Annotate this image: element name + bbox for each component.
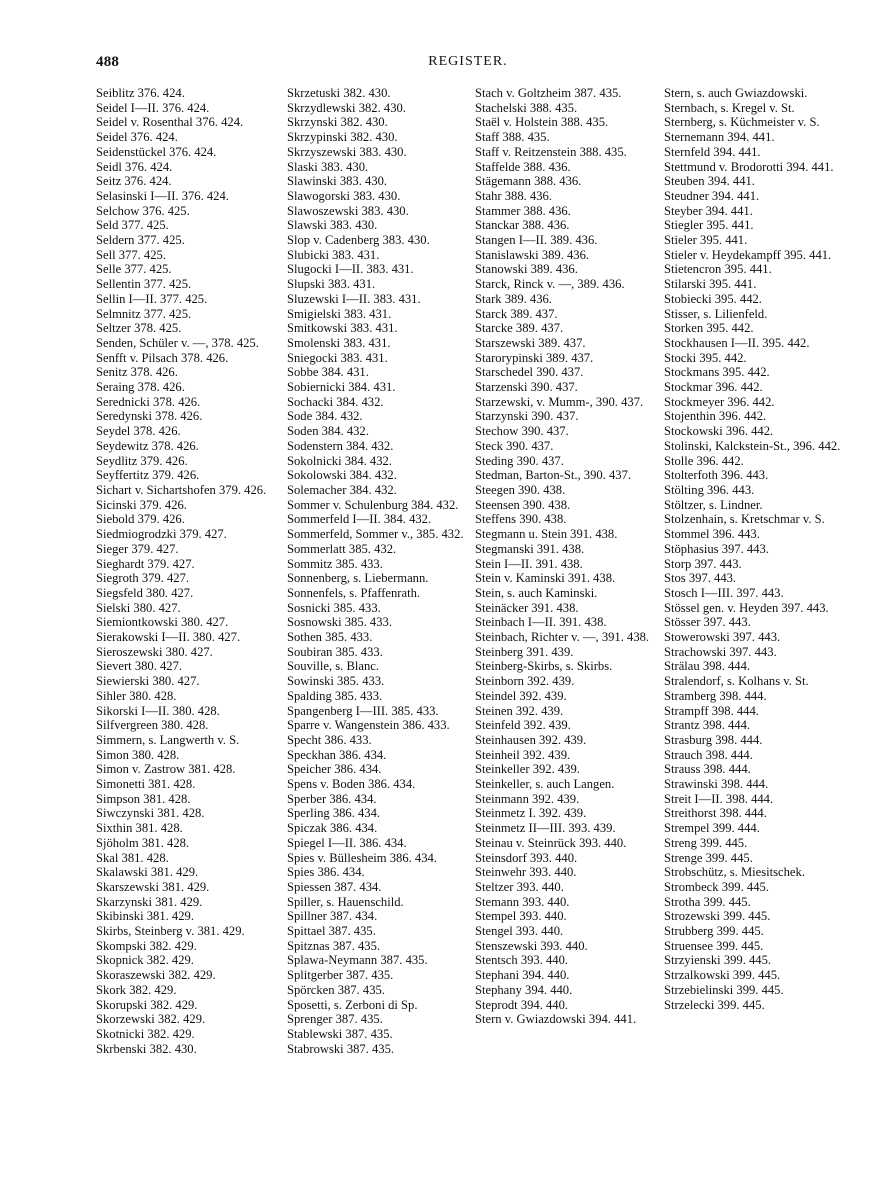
register-entry: Spiczak 386. 434.: [287, 821, 378, 836]
register-entry: Staffelde 388. 436.: [475, 159, 571, 174]
register-entry: Stanislawski 389. 436.: [475, 247, 590, 262]
register-entry: Seydewitz 378. 426.: [96, 438, 199, 453]
register-entry: Spies 386. 434.: [287, 865, 365, 880]
register-entry: Seraing 378. 426.: [96, 380, 185, 395]
register-entry: Simpson 381. 428.: [96, 791, 191, 806]
register-entry: Smolenski 383. 431.: [287, 335, 391, 350]
register-entry: Struensee 399. 445.: [664, 938, 764, 953]
register-entry: Steudner 394. 441.: [664, 188, 760, 203]
register-entry: Skarzynski 381. 429.: [96, 894, 203, 909]
register-entry: Stiegler 395. 441.: [664, 218, 754, 233]
register-entry: Stern, s. auch Gwiazdowski.: [664, 86, 808, 100]
register-entry: Strantz 398. 444.: [664, 718, 751, 733]
register-entry: Seidenstückel 376. 424.: [96, 144, 217, 159]
register-entry: Stempel 393. 440.: [475, 909, 567, 924]
register-entry: Sobiernicki 384. 431.: [287, 380, 396, 395]
register-entry: Sprenger 387. 435.: [287, 1012, 383, 1027]
register-entry: Strzelecki 399. 445.: [664, 997, 765, 1012]
register-entry: Sjöholm 381. 428.: [96, 835, 190, 850]
register-entry: Selchow 376. 425.: [96, 203, 190, 218]
register-entry: Slawoszewski 383. 430.: [287, 203, 409, 218]
register-entry: Seldern 377. 425.: [96, 233, 185, 248]
register-entry: Skoraszewski 382. 429.: [96, 968, 216, 983]
register-entry: Stockmans 395. 442.: [664, 365, 770, 380]
register-entry: Staff 388. 435.: [475, 130, 550, 145]
register-entry: Steinau v. Steinrück 393. 440.: [475, 835, 627, 850]
register-entry: Sothen 385. 433.: [287, 630, 373, 645]
register-entry: Sell 377. 425.: [96, 247, 166, 262]
register-entry: Stein v. Kaminski 391. 438.: [475, 571, 616, 586]
register-entry: Sosnicki 385. 433.: [287, 600, 381, 615]
register-entry: Stechow 390. 437.: [475, 424, 569, 439]
register-entry: Stilarski 395. 441.: [664, 277, 757, 292]
register-entry: Strawinski 398. 444.: [664, 777, 769, 792]
register-entry: Stojenthin 396. 442.: [664, 409, 767, 424]
register-entry: Stegmanski 391. 438.: [475, 541, 585, 556]
register-entry: Stietencron 395. 441.: [664, 262, 772, 277]
register-column-3: [475, 86, 657, 1027]
register-entry: Sellentin 377. 425.: [96, 277, 192, 292]
register-entry: Spörcken 387. 435.: [287, 982, 385, 997]
register-entry: Strobschütz, s. Miesitschek.: [664, 865, 805, 880]
register-entry: Senfft v. Pilsach 378. 426.: [96, 350, 229, 365]
register-entry: Souville, s. Blanc.: [287, 659, 379, 674]
register-entry: Stephani 394. 440.: [475, 968, 570, 983]
register-entry: Steinmetz I. 392. 439.: [475, 806, 587, 821]
register-entry: Strotha 399. 445.: [664, 894, 751, 909]
register-entry: Senden, Schüler v. —, 378. 425.: [96, 335, 259, 350]
register-entry: Streithorst 398. 444.: [664, 806, 767, 821]
register-entry: Silfvergreen 380. 428.: [96, 718, 209, 733]
register-entry: Stommel 396. 443.: [664, 527, 760, 542]
register-entry: Stos 397. 443.: [664, 571, 737, 586]
register-entry: Seidl 376. 424.: [96, 159, 173, 174]
register-entry: Stengel 393. 440.: [475, 924, 564, 939]
register-entry: Steinhausen 392. 439.: [475, 732, 587, 747]
register-entry: Sikorski I—II. 380. 428.: [96, 703, 220, 718]
register-entry: Stöphasius 397. 443.: [664, 541, 769, 556]
register-entry: Spangenberg I—III. 385. 433.: [287, 703, 439, 718]
register-entry: Stanckar 388. 436.: [475, 218, 570, 233]
register-entry: Stölting 396. 443.: [664, 482, 755, 497]
register-entry: Steinheil 392. 439.: [475, 747, 571, 762]
register-entry: Stowerowski 397. 443.: [664, 630, 781, 645]
register-entry: Skopnick 382. 429.: [96, 953, 194, 968]
register-entry: Sobbe 384. 431.: [287, 365, 369, 380]
register-entry: Stieler 395. 441.: [664, 233, 748, 248]
register-entry: Smigielski 383. 431.: [287, 306, 392, 321]
register-entry: Strenge 399. 445.: [664, 850, 753, 865]
register-entry: Stegmann u. Stein 391. 438.: [475, 527, 618, 542]
register-entry: Steltzer 393. 440.: [475, 879, 564, 894]
register-entry: Steindel 392. 439.: [475, 688, 567, 703]
register-entry: Simonetti 381. 428.: [96, 777, 196, 792]
register-entry: Sode 384. 432.: [287, 409, 363, 424]
register-entry: Stolzenhain, s. Kretschmar v. S.: [664, 512, 825, 527]
register-entry: Sommerlatt 385. 432.: [287, 541, 397, 556]
register-entry: Steinborn 392. 439.: [475, 674, 575, 689]
register-entry: Stobiecki 395. 442.: [664, 291, 762, 306]
register-entry: Sokolowski 384. 432.: [287, 468, 397, 483]
register-entry: Strälau 398. 444.: [664, 659, 751, 674]
register-entry: Stössel gen. v. Heyden 397. 443.: [664, 600, 829, 615]
register-entry: Sodenstern 384. 432.: [287, 438, 394, 453]
register-entry: Stein I—II. 391. 438.: [475, 556, 583, 571]
register-entry: Siegsfeld 380. 427.: [96, 585, 194, 600]
register-entry: Stach v. Goltzheim 387. 435.: [475, 86, 622, 100]
register-entry: Steinwehr 393. 440.: [475, 865, 577, 880]
register-entry: Sommer v. Schulenburg 384. 432.: [287, 497, 459, 512]
register-entry: Sievert 380. 427.: [96, 659, 183, 674]
register-entry: Skrzetuski 382. 430.: [287, 86, 391, 100]
register-entry: Skarszewski 381. 429.: [96, 879, 210, 894]
register-entry: Seltzer 378. 425.: [96, 321, 182, 336]
register-entry: Skompski 382. 429.: [96, 938, 197, 953]
register-entry: Splitgerber 387. 435.: [287, 968, 394, 983]
register-entry: Slugocki I—II. 383. 431.: [287, 262, 414, 277]
register-entry: Stosch I—III. 397. 443.: [664, 585, 784, 600]
register-columns: [96, 86, 846, 1136]
register-entry: Seidel 376. 424.: [96, 130, 178, 145]
register-entry: Sieger 379. 427.: [96, 541, 179, 556]
register-entry: Stockmeyer 396. 442.: [664, 394, 775, 409]
register-entry: Stangen I—II. 389. 436.: [475, 233, 598, 248]
register-entry: Starzenski 390. 437.: [475, 380, 578, 395]
register-entry: Sixthin 381. 428.: [96, 821, 183, 836]
register-entry: Stockowski 396. 442.: [664, 424, 774, 439]
register-entry: Selasinski I—II. 376. 424.: [96, 188, 229, 203]
register-entry: Sperber 386. 434.: [287, 791, 377, 806]
register-entry: Storp 397. 443.: [664, 556, 742, 571]
register-entry: Starzewski, v. Mumm-, 390. 437.: [475, 394, 644, 409]
register-entry: Stammer 388. 436.: [475, 203, 571, 218]
register-entry: Starck, Rinck v. —, 389. 436.: [475, 277, 625, 292]
register-entry: Siebold 379. 426.: [96, 512, 185, 527]
register-entry: Stolterfoth 396. 443.: [664, 468, 769, 483]
register-entry: Steyber 394. 441.: [664, 203, 753, 218]
register-entry: Spiessen 387. 434.: [287, 879, 382, 894]
register-entry: Simon v. Zastrow 381. 428.: [96, 762, 236, 777]
register-entry: Spillner 387. 434.: [287, 909, 378, 924]
register-entry: Sluzewski I—II. 383. 431.: [287, 291, 421, 306]
register-entry: Stisser, s. Lilienfeld.: [664, 306, 768, 321]
register-entry: Strombeck 399. 445.: [664, 879, 769, 894]
register-entry: Skibinski 381. 429.: [96, 909, 194, 924]
register-entry: Slawski 383. 430.: [287, 218, 378, 233]
register-entry: Strzebielinski 399. 445.: [664, 982, 784, 997]
register-entry: Spies v. Büllesheim 386. 434.: [287, 850, 437, 865]
register-entry: Starszewski 389. 437.: [475, 335, 586, 350]
register-entry: Stöltzer, s. Lindner.: [664, 497, 763, 512]
register-entry: Skirbs, Steinberg v. 381. 429.: [96, 924, 245, 939]
register-entry: Seidel I—II. 376. 424.: [96, 100, 210, 115]
register-entry: Skrbenski 382. 430.: [96, 1041, 197, 1056]
register-entry: Steinkeller 392. 439.: [475, 762, 580, 777]
register-entry: Spiegel I—II. 386. 434.: [287, 835, 407, 850]
register-entry: Steck 390. 437.: [475, 438, 554, 453]
register-entry: Steensen 390. 438.: [475, 497, 571, 512]
register-entry: Skorupski 382. 429.: [96, 997, 198, 1012]
register-entry: Skrzydlewski 382. 430.: [287, 100, 406, 115]
register-entry: Siegroth 379. 427.: [96, 571, 190, 586]
register-entry: Stahr 388. 436.: [475, 188, 552, 203]
register-entry: Sellin I—II. 377. 425.: [96, 291, 208, 306]
register-entry: Sommerfeld, Sommer v., 385. 432.: [287, 527, 464, 542]
register-entry: Spens v. Boden 386. 434.: [287, 777, 416, 792]
register-entry: Selle 377. 425.: [96, 262, 172, 277]
register-entry: Skal 381. 428.: [96, 850, 169, 865]
register-entry: Sternbach, s. Kregel v. St.: [664, 100, 795, 115]
register-entry: Steegen 390. 438.: [475, 482, 566, 497]
register-entry: Sielski 380. 427.: [96, 600, 181, 615]
register-entry: Sternberg, s. Küchmeister v. S.: [664, 115, 820, 130]
register-entry: Sosnowski 385. 433.: [287, 615, 392, 630]
register-entry: Steffens 390. 438.: [475, 512, 567, 527]
register-entry: Starcke 389. 437.: [475, 321, 564, 336]
register-entry: Skrzypinski 382. 430.: [287, 130, 398, 145]
register-entry: Sparre v. Wangenstein 386. 433.: [287, 718, 450, 733]
register-entry: Senitz 378. 426.: [96, 365, 178, 380]
register-column-1: [96, 86, 278, 1056]
register-entry: Splawa-Neymann 387. 435.: [287, 953, 428, 968]
register-entry: Sochacki 384. 432.: [287, 394, 384, 409]
register-entry: Steinkeller, s. auch Langen.: [475, 777, 615, 792]
register-entry: Steding 390. 437.: [475, 453, 564, 468]
register-entry: Slop v. Cadenberg 383. 430.: [287, 233, 430, 248]
register-entry: Stark 389. 436.: [475, 291, 552, 306]
register-entry: Streng 399. 445.: [664, 835, 748, 850]
register-entry: Speckhan 386. 434.: [287, 747, 387, 762]
register-entry: Storken 395. 442.: [664, 321, 754, 336]
register-entry: Seidel v. Rosenthal 376. 424.: [96, 115, 244, 130]
register-entry: Skrzyszewski 383. 430.: [287, 144, 407, 159]
register-entry: Strauch 398. 444.: [664, 747, 753, 762]
register-entry: Sposetti, s. Zerboni di Sp.: [287, 997, 418, 1012]
register-entry: Steuben 394. 441.: [664, 174, 755, 189]
register-entry: Sommitz 385. 433.: [287, 556, 383, 571]
register-entry: Slaski 383. 430.: [287, 159, 369, 174]
register-entry: Stemann 393. 440.: [475, 894, 570, 909]
register-entry: Stenszewski 393. 440.: [475, 938, 588, 953]
register-entry: Seydlitz 379. 426.: [96, 453, 188, 468]
register-entry: Strasburg 398. 444.: [664, 732, 763, 747]
register-entry: Spitznas 387. 435.: [287, 938, 381, 953]
register-entry: Sihler 380. 428.: [96, 688, 177, 703]
register-entry: Sommerfeld I—II. 384. 432.: [287, 512, 432, 527]
register-entry: Seld 377. 425.: [96, 218, 169, 233]
register-entry: Steinbach, Richter v. —, 391. 438.: [475, 630, 650, 645]
register-entry: Starorypinski 389. 437.: [475, 350, 594, 365]
register-entry: Steprodt 394. 440.: [475, 997, 569, 1012]
register-entry: Steinäcker 391. 438.: [475, 600, 579, 615]
register-entry: Stabrowski 387. 435.: [287, 1041, 395, 1056]
register-entry: Simmern, s. Langwerth v. S.: [96, 732, 240, 747]
register-entry: Seyffertitz 379. 426.: [96, 468, 200, 483]
register-entry: Simon 380. 428.: [96, 747, 180, 762]
register-entry: Specht 386. 433.: [287, 732, 372, 747]
register-entry: Strozewski 399. 445.: [664, 909, 771, 924]
register-entry: Starzynski 390. 437.: [475, 409, 579, 424]
register-entry: Spiller, s. Hauenschild.: [287, 894, 404, 909]
register-entry: Sonnenfels, s. Pfaffenrath.: [287, 585, 421, 600]
register-entry: Seiblitz 376. 424.: [96, 86, 185, 100]
register-entry: Steinbach I—II. 391. 438.: [475, 615, 607, 630]
register-entry: Sperling 386. 434.: [287, 806, 381, 821]
register-entry: Slupski 383. 431.: [287, 277, 376, 292]
register-entry: Stolinski, Kalckstein-St., 396. 442.: [664, 438, 841, 453]
register-entry: Steinfeld 392. 439.: [475, 718, 571, 733]
register-entry: Stockhausen I—II. 395. 442.: [664, 335, 810, 350]
running-head: REGISTER.: [428, 54, 508, 69]
register-entry: Stachelski 388. 435.: [475, 100, 578, 115]
register-entry: Stockmar 396. 442.: [664, 380, 763, 395]
register-entry: Seydel 378. 426.: [96, 424, 181, 439]
register-entry: Sichart v. Sichartshofen 379. 426.: [96, 482, 267, 497]
register-entry: Sokolnicki 384. 432.: [287, 453, 392, 468]
register-entry: Strachowski 397. 443.: [664, 644, 777, 659]
register-entry: Sniegocki 383. 431.: [287, 350, 388, 365]
register-entry: Serednicki 378. 426.: [96, 394, 201, 409]
register-entry: Skork 382. 429.: [96, 982, 177, 997]
register-entry: Staël v. Holstein 388. 435.: [475, 115, 609, 130]
register-entry: Stephany 394. 440.: [475, 982, 573, 997]
register-entry: Stolle 396. 442.: [664, 453, 744, 468]
register-entry: Slawinski 383. 430.: [287, 174, 388, 189]
register-entry: Solemacher 384. 432.: [287, 482, 397, 497]
register-entry: Seredynski 378. 426.: [96, 409, 203, 424]
register-entry: Sternfeld 394. 441.: [664, 144, 761, 159]
register-entry: Seitz 376. 424.: [96, 174, 172, 189]
register-entry: Sonnenberg, s. Liebermann.: [287, 571, 429, 586]
register-entry: Starck 389. 437.: [475, 306, 558, 321]
register-entry: Selmnitz 377. 425.: [96, 306, 192, 321]
register-entry: Stralendorf, s. Kolhans v. St.: [664, 674, 809, 689]
register-entry: Steinmetz II—III. 393. 439.: [475, 821, 616, 836]
register-entry: Sierakowski I—II. 380. 427.: [96, 630, 241, 645]
register-entry: Stägemann 388. 436.: [475, 174, 582, 189]
register-entry: Strzyienski 399. 445.: [664, 953, 772, 968]
register-column-2: [287, 86, 469, 1056]
register-entry: Stein, s. auch Kaminski.: [475, 585, 598, 600]
register-entry: Siwczynski 381. 428.: [96, 806, 205, 821]
register-entry: Steinsdorf 393. 440.: [475, 850, 578, 865]
register-entry: Skorzewski 382. 429.: [96, 1012, 206, 1027]
register-entry: Skalawski 381. 429.: [96, 865, 199, 880]
register-entry: Spalding 385. 433.: [287, 688, 383, 703]
register-entry: Strampff 398. 444.: [664, 703, 759, 718]
register-entry: Strauss 398. 444.: [664, 762, 751, 777]
register-column-4: [664, 86, 846, 1012]
register-entry: Streit I—II. 398. 444.: [664, 791, 774, 806]
register-entry: Skotnicki 382. 429.: [96, 1027, 195, 1041]
register-entry: Steinberg 391. 439.: [475, 644, 574, 659]
register-entry: Stanowski 389. 436.: [475, 262, 578, 277]
register-entry: Soden 384. 432.: [287, 424, 369, 439]
page-number: 488: [96, 54, 120, 70]
register-entry: Sternemann 394. 441.: [664, 130, 775, 145]
register-entry: Smitkowski 383. 431.: [287, 321, 398, 336]
register-entry: Soubiran 385. 433.: [287, 644, 383, 659]
register-entry: Stedman, Barton-St., 390. 437.: [475, 468, 632, 483]
register-entry: Siedmiogrodzki 379. 427.: [96, 527, 227, 542]
register-entry: Strubberg 399. 445.: [664, 924, 764, 939]
register-entry: Stablewski 387. 435.: [287, 1027, 393, 1041]
register-entry: Stern v. Gwiazdowski 394. 441.: [475, 1012, 637, 1027]
register-entry: Slubicki 383. 431.: [287, 247, 380, 262]
register-entry: Siemiontkowski 380. 427.: [96, 615, 229, 630]
register-entry: Siewierski 380. 427.: [96, 674, 200, 689]
register-entry: Steinen 392. 439.: [475, 703, 564, 718]
register-entry: Steinberg-Skirbs, s. Skirbs.: [475, 659, 613, 674]
register-entry: Stramberg 398. 444.: [664, 688, 767, 703]
register-entry: Stösser 397. 443.: [664, 615, 751, 630]
register-entry: Strzalkowski 399. 445.: [664, 968, 781, 983]
register-entry: Stentsch 393. 440.: [475, 953, 569, 968]
register-entry: Sieroszewski 380. 427.: [96, 644, 213, 659]
register-entry: Steinmann 392. 439.: [475, 791, 580, 806]
register-entry: Spittael 387. 435.: [287, 924, 376, 939]
register-entry: Stettmund v. Brodorotti 394. 441.: [664, 159, 834, 174]
register-entry: Skrzynski 382. 430.: [287, 115, 388, 130]
register-entry: Slawogorski 383. 430.: [287, 188, 401, 203]
register-entry: Strempel 399. 444.: [664, 821, 760, 836]
register-entry: Sicinski 379. 426.: [96, 497, 187, 512]
page-header: [96, 54, 840, 78]
register-entry: Sieghardt 379. 427.: [96, 556, 195, 571]
register-entry: Starschedel 390. 437.: [475, 365, 584, 380]
register-entry: Staff v. Reitzenstein 388. 435.: [475, 144, 627, 159]
register-entry: Stieler v. Heydekampff 395. 441.: [664, 247, 832, 262]
register-entry: Stocki 395. 442.: [664, 350, 747, 365]
register-entry: Sowinski 385. 433.: [287, 674, 385, 689]
register-entry: Speicher 386. 434.: [287, 762, 382, 777]
